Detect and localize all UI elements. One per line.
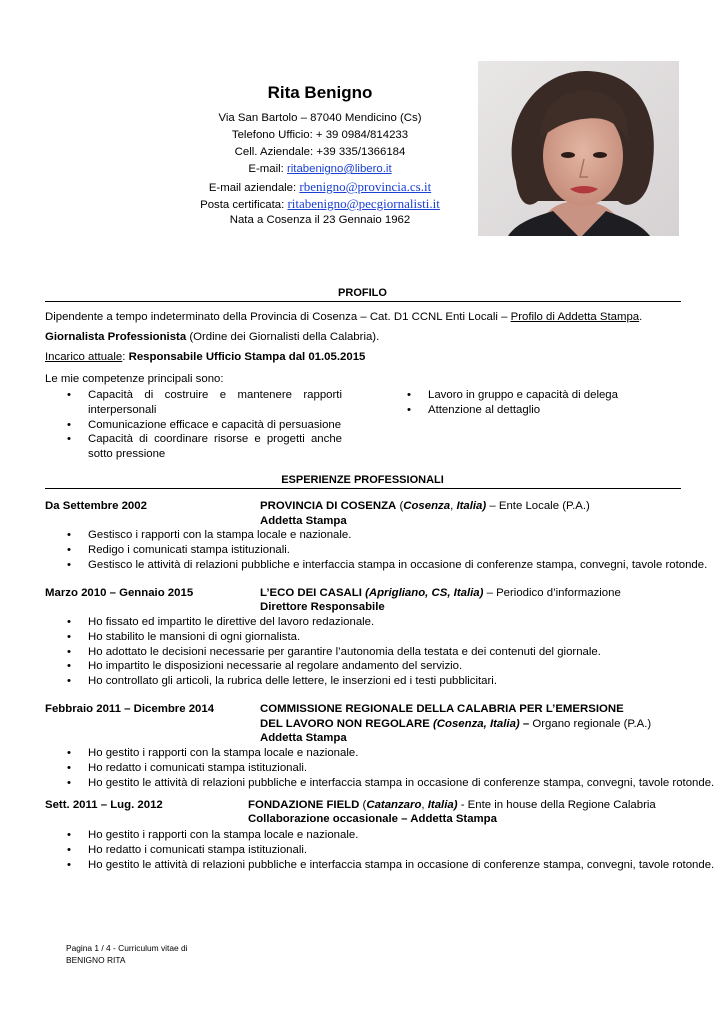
email-business-link[interactable]: rbenigno@provincia.cs.it — [299, 179, 432, 194]
job-period: Marzo 2010 – Gennaio 2015 — [45, 587, 194, 599]
list-item: • Capacità di coordinare risorse e progetti anche sotto pressione — [67, 433, 342, 461]
bullet-icon: • — [67, 747, 71, 759]
job-duties — [45, 615, 601, 689]
list-item: • Ho gestito le attività di relazioni pubbliche e interfaccia stampa in occasione di conferenze stampa, convegni, tavole rotonde. — [67, 776, 715, 789]
job-organization: FONDAZIONE FIELD (Catanzaro, Italia) - Ente in house della Regione Calabria — [248, 799, 656, 811]
footer-name: BENIGNO RITA — [66, 954, 126, 965]
list-item: • Ho redatto i comunicati stampa istituzionali. — [67, 843, 308, 856]
current-role-value: Responsabile Ufficio Stampa dal 01.05.2015 — [128, 351, 366, 363]
email-business-label: E-mail aziendale: — [208, 182, 300, 194]
job-organization-cont: DEL LAVORO NON REGOLARE (Cosenza, Italia) – Organo regionale (P.A.) — [260, 718, 652, 730]
section-rule-esperienze — [45, 488, 681, 489]
list-item: • Ho gestito i rapporti con la stampa locale e nazionale. — [67, 747, 359, 759]
list-item: • Ho adottato le decisioni necessarie per garantire l’autonomia della testata e dei contenuti del giornale. — [67, 645, 601, 658]
bullet-icon: • — [407, 403, 411, 416]
list-item: • Ho gestito i rapporti con la stampa locale e nazionale. — [67, 829, 359, 841]
job-role: Addetta Stampa — [260, 515, 347, 527]
email-link[interactable]: ritabenigno@libero.it — [286, 163, 392, 175]
list-item: • Attenzione al dettaglio — [407, 403, 541, 416]
list-item: • Ho gestito le attività di relazioni pubbliche e interfaccia stampa in occasione di conferenze stampa, convegni, tavole rotonde. — [67, 858, 715, 871]
pec-label: Posta certificata: — [200, 199, 288, 211]
competenze-intro: Le mie competenze principali sono: — [45, 373, 224, 385]
address: Via San Bartolo – 87040 Mendicino (Cs) — [218, 112, 422, 124]
list-item: • Ho controllato gli articoli, la rubrica delle lettere, le inserzioni ed i testi pubblicitari. — [67, 675, 497, 688]
job-duties — [45, 528, 707, 572]
bullet-icon: • — [67, 389, 71, 401]
cell-business: Cell. Aziendale: +39 335/1366184 — [234, 146, 406, 158]
bullet-icon: • — [67, 776, 71, 789]
journalist-title: Giornalista Professionista — [45, 331, 187, 343]
current-role-label: Incarico attuale — [45, 351, 123, 363]
bullet-icon: • — [67, 761, 71, 774]
bullet-icon: • — [67, 529, 71, 541]
profile-line-journalist — [45, 331, 379, 343]
phone-office: Telefono Ufficio: + 39 0984/814233 — [231, 129, 409, 141]
job-period: Febbraio 2011 – Dicembre 2014 — [45, 703, 215, 715]
page-footer — [66, 943, 188, 966]
current-role-colon: : — [122, 351, 129, 363]
list-item: • Comunicazione efficace e capacità di persuasione — [67, 418, 342, 431]
bullet-icon: • — [67, 843, 71, 856]
job-duties — [45, 828, 714, 872]
job-duties — [45, 746, 714, 790]
bullet-icon: • — [67, 616, 71, 628]
list-item: • Gestisco le attività di relazioni pubbliche e interfaccia stampa in occasione di conferenze stampa, convegni, tavole rotonde. — [67, 558, 708, 571]
footer-page-info: Pagina 1 / 4 - Curriculum vitae di — [66, 943, 188, 953]
employment-text: Dipendente a tempo indeterminato della Provincia di Cosenza – Cat. D1 CCNL Enti Locali – — [45, 311, 511, 323]
list-item: • Capacità di costruire e mantenere rapporti interpersonali — [67, 389, 342, 416]
job-role: Collaborazione occasionale – Addetta Stampa — [248, 813, 497, 825]
list-item: • Ho fissato ed impartito le direttive del lavoro redazionale. — [67, 616, 375, 628]
profile-line-current-role — [45, 351, 365, 363]
bullet-icon: • — [67, 630, 71, 643]
bullet-icon: • — [407, 389, 411, 401]
list-item: • Ho stabilito le mansioni di ogni giornalista. — [67, 630, 301, 643]
competenze-right-list — [385, 388, 618, 418]
job-organization: COMMISSIONE REGIONALE DELLA CALABRIA PER L’EMERSIONE — [260, 703, 624, 715]
bullet-icon: • — [67, 418, 71, 431]
bullet-icon: • — [67, 858, 71, 871]
list-item: • Ho impartito le disposizioni necessarie al regolare andamento del servizio. — [67, 660, 463, 673]
list-item: • Ho redatto i comunicati stampa istituzionali. — [67, 761, 308, 774]
bullet-icon: • — [67, 543, 71, 556]
email-label: E-mail: — [248, 163, 287, 175]
competenze-left-list — [45, 388, 342, 462]
email-line — [180, 161, 460, 178]
bullet-icon: • — [67, 660, 71, 673]
bullet-icon: • — [67, 675, 71, 688]
profile-photo — [478, 61, 679, 236]
journalist-order: (Ordine dei Giornalisti della Calabria). — [186, 331, 380, 343]
employment-role: Profilo di Addetta Stampa — [510, 311, 640, 323]
job-period: Da Settembre 2002 — [45, 500, 147, 512]
job-period: Sett. 2011 – Lug. 2012 — [45, 799, 163, 811]
bullet-icon: • — [67, 558, 71, 571]
bullet-icon: • — [67, 645, 71, 658]
candidate-name: Rita Benigno — [267, 83, 373, 102]
bullet-icon: • — [67, 433, 71, 446]
list-item: • Redigo i comunicati stampa istituzionali. — [67, 543, 290, 556]
job-role: Addetta Stampa — [260, 732, 347, 744]
birth-info: Nata a Cosenza il 23 Gennaio 1962 — [229, 214, 411, 226]
job-organization: L’ECO DEI CASALI (Aprigliano, CS, Italia) – Periodico d’informazione — [260, 587, 621, 599]
section-title-profilo: PROFILO — [338, 287, 387, 299]
section-title-esperienze: ESPERIENZE PROFESSIONALI — [281, 474, 444, 486]
list-item: • Gestisco i rapporti con la stampa locale e nazionale. — [67, 529, 352, 541]
section-rule-profilo — [45, 301, 681, 302]
job-organization: PROVINCIA DI COSENZA (Cosenza, Italia) – Ente Locale (P.A.) — [260, 500, 590, 512]
profile-line-employment — [45, 311, 642, 323]
list-item: • Lavoro in gruppo e capacità di delega — [407, 389, 618, 401]
bullet-icon: • — [67, 829, 71, 841]
employment-suffix: . — [639, 311, 643, 323]
pec-link[interactable]: ritabenigno@pecgiornalisti.it — [287, 196, 440, 211]
job-role: Direttore Responsabile — [260, 601, 385, 613]
